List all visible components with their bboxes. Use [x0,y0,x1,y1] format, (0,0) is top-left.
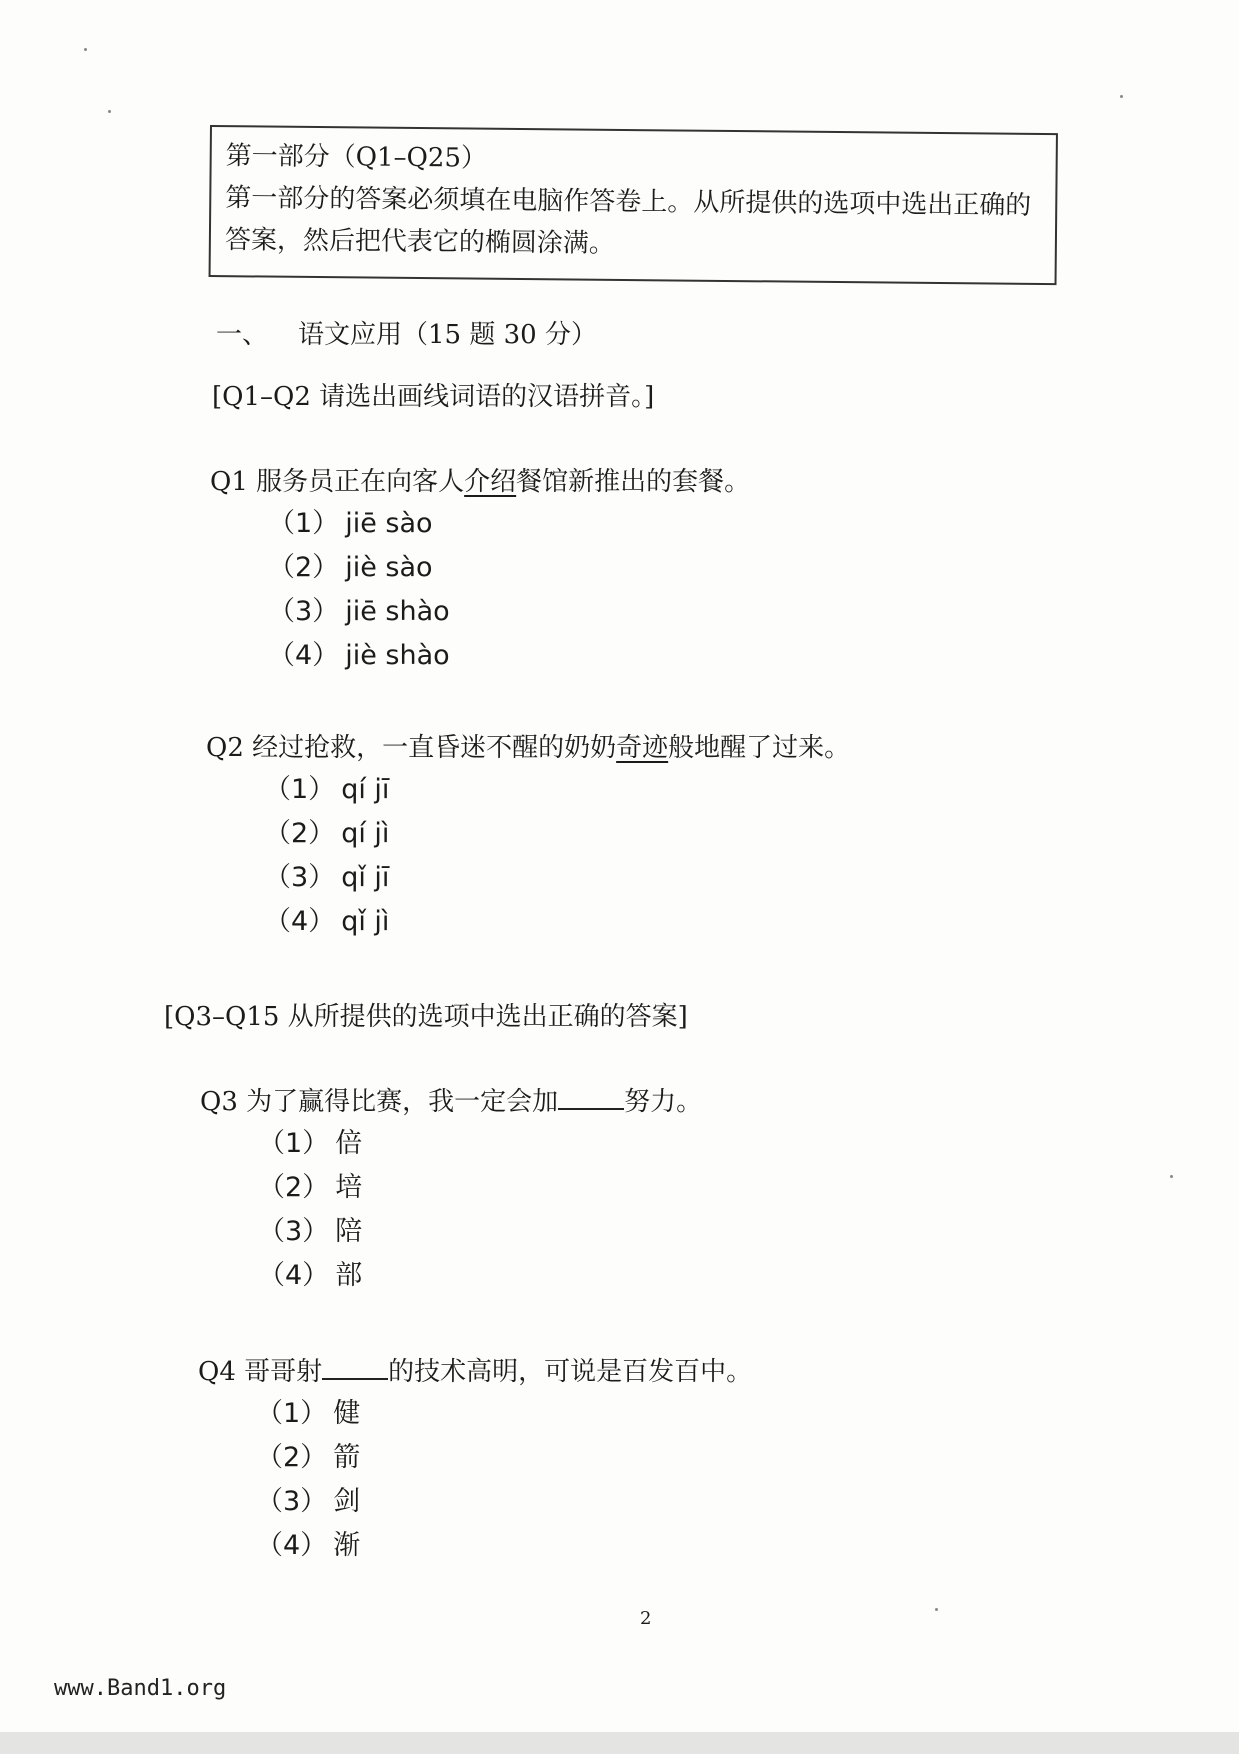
option-label: （1） [258,1128,330,1159]
option-4 [210,634,750,678]
option-label: （3） [256,1486,328,1517]
option-text: 陪 [335,1216,363,1247]
option-label: （2） [268,552,340,583]
option-1 [210,502,750,546]
option-3 [200,1210,702,1254]
option-text: 渐 [333,1530,361,1561]
question-q2 [206,728,850,944]
option-label: （3） [268,596,340,627]
option-label: （4） [264,906,336,937]
scan-bottom-edge [0,1732,1239,1754]
stem-after: 般地醒了过来。 [668,733,851,763]
stem-after: 努力。 [624,1087,703,1117]
question-label: Q2 [206,733,244,763]
option-text: 部 [335,1260,363,1291]
option-1 [198,1392,752,1436]
option-2 [198,1436,752,1480]
option-text: jiē shào [345,596,450,627]
section-number: 一、 [216,320,269,350]
scan-speck [108,110,111,113]
option-text: qí jì [341,818,390,849]
option-text: 箭 [333,1442,361,1473]
option-4 [198,1524,752,1568]
question-stem [198,1352,752,1392]
option-3 [198,1480,752,1524]
stem-before: 为了赢得比赛，我一定会加 [246,1087,559,1117]
question-stem [206,728,850,768]
option-label: （4） [258,1260,330,1291]
scan-speck [935,1608,938,1611]
stem-before: 经过抢救，一直昏迷不醒的奶奶 [252,733,617,763]
underlined-word: 奇迹 [616,733,669,763]
option-2 [200,1166,702,1210]
option-label: （1） [268,508,340,539]
option-2 [206,812,850,856]
option-1 [200,1122,702,1166]
section-title: 语文应用（15 题 30 分） [298,320,597,350]
instructions-body: 第一部分的答案必须填在电脑作答卷上。从所提供的选项中选出正确的答案，然后把代表它的椭圆涂满。 [224,183,1032,259]
option-3 [210,590,750,634]
option-1 [206,768,850,812]
footer-url[interactable]: www.Band1.org [54,1676,227,1701]
option-text: 剑 [333,1486,361,1517]
section-heading [216,314,597,351]
option-label: （2） [258,1172,330,1203]
option-2 [210,546,750,590]
fill-blank [558,1086,624,1110]
question-label: Q3 [200,1087,238,1117]
option-label: （2） [264,818,336,849]
option-text: jiè sào [345,552,433,583]
fill-blank [322,1356,388,1380]
instruction-q3-q15: [Q3–Q15 从所提供的选项中选出正确的答案] [164,1002,688,1032]
option-text: jiè shào [345,640,450,671]
option-text: qǐ jī [341,862,390,893]
option-label: （3） [258,1216,330,1247]
option-label: （1） [256,1398,328,1429]
question-q4 [198,1352,752,1568]
option-4 [206,900,850,944]
option-3 [206,856,850,900]
option-label: （3） [264,862,336,893]
option-label: （1） [264,774,336,805]
stem-before: 哥哥射 [244,1357,323,1387]
question-q3 [200,1082,702,1298]
option-text: 健 [333,1398,361,1429]
instructions-title: 第一部分（Q1–Q25） [225,141,488,174]
scan-speck [84,48,87,51]
option-4 [200,1254,702,1298]
option-text: 倍 [335,1128,363,1159]
option-label: （4） [256,1530,328,1561]
instructions-box [209,125,1058,285]
scan-speck [1170,1175,1173,1178]
page-number: 2 [640,1608,652,1629]
question-label: Q4 [198,1357,236,1387]
option-text: qǐ jì [341,906,390,937]
scan-speck [1120,95,1123,98]
stem-after: 的技术高明，可说是百发百中。 [388,1357,753,1387]
option-text: qí jī [341,774,390,805]
stem-after: 餐馆新推出的套餐。 [516,467,751,497]
question-stem [200,1082,702,1122]
question-stem [210,462,750,502]
stem-before: 服务员正在向客人 [256,467,465,497]
option-label: （4） [268,640,340,671]
question-label: Q1 [210,467,248,497]
option-label: （2） [256,1442,328,1473]
instruction-q1-q2: [Q1–Q2 请选出画线词语的汉语拼音。] [212,382,655,412]
option-text: 培 [335,1172,363,1203]
underlined-word: 介绍 [464,467,517,497]
question-q1 [210,462,750,678]
option-text: jiē sào [345,508,433,539]
